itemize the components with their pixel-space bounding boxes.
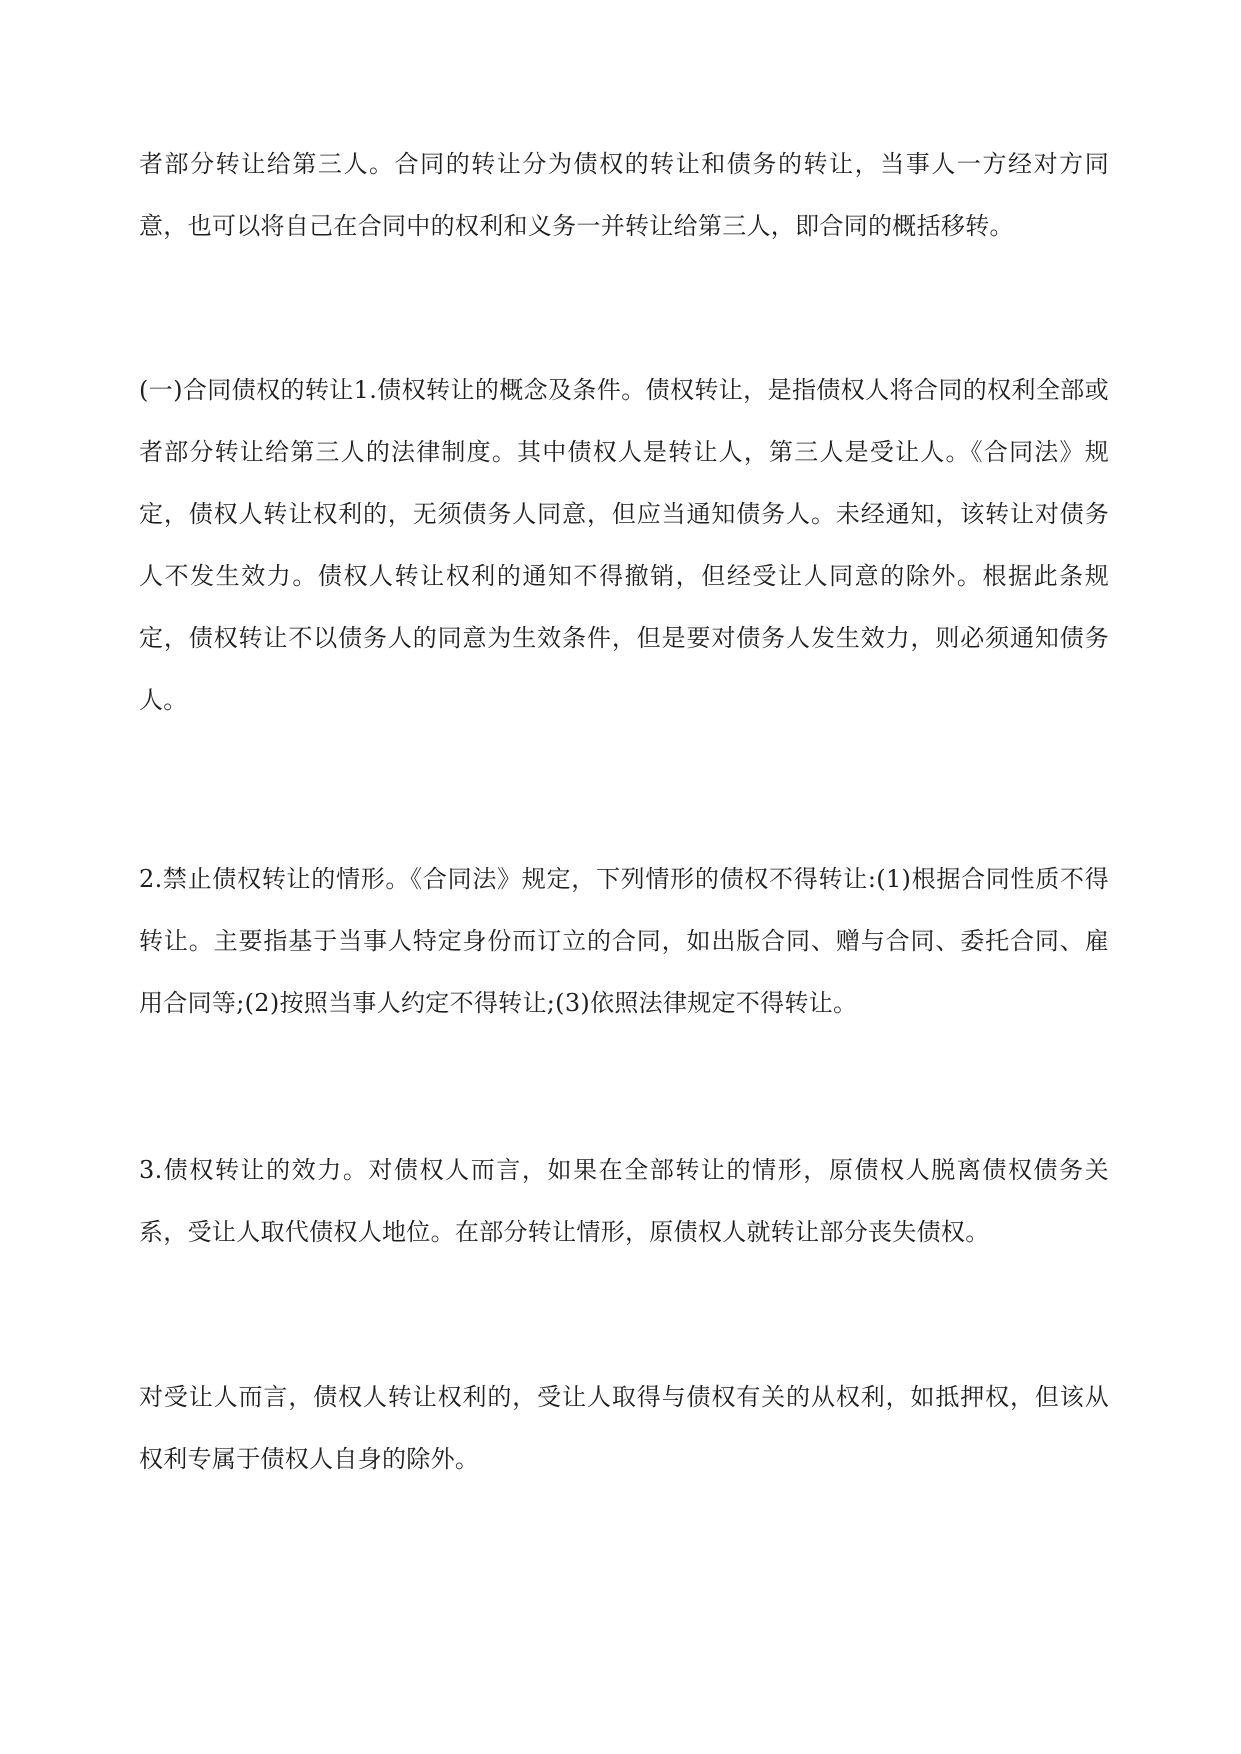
paragraph-prohibited-transfer: 2.禁止债权转让的情形。《合同法》规定，下列情形的债权不得转让:(1)根据合同性质不得转让。主要指基于当事人特定身份而订立的合同，如出版合同、赠与合同、委托合同、雇用合同等;(2)按照当事人约定不得转让;(3)依照法律规定不得转让。 (139, 865, 1109, 1017)
paragraph-assignee-rights: 对受让人而言，债权人转让权利的，受让人取得与债权有关的从权利，如抵押权，但该从权利专属于债权人自身的除外。 (139, 1383, 1109, 1473)
paragraph-contract-transfer: 者部分转让给第三人。合同的转让分为债权的转让和债务的转让，当事人一方经对方同意，也可以将自己在合同中的权利和义务一并转让给第三人，即合同的概括移转。 (139, 150, 1109, 240)
paragraph-creditor-rights-transfer: (一)合同债权的转让1.债权转让的概念及条件。债权转让，是指债权人将合同的权利全部或者部分转让给第三人的法律制度。其中债权人是转让人，第三人是受让人。《合同法》规定，债权人转让权利的，无须债务人同意，但应当通知债务人。未经通知，该转让对债务人不发生效力。债权人转让权利的通知不得撤销，但经受让人同意的除外。根据此条规定，债权转让不以债务人的同意为生效条件，但是要对债务人发生效力，则必须通知债务人。 (139, 376, 1109, 714)
paragraph-transfer-effect: 3.债权转让的效力。对债权人而言，如果在全部转让的情形，原债权人脱离债权债务关系，受让人取代债权人地位。在部分转让情形，原债权人就转让部分丧失债权。 (139, 1156, 1109, 1246)
